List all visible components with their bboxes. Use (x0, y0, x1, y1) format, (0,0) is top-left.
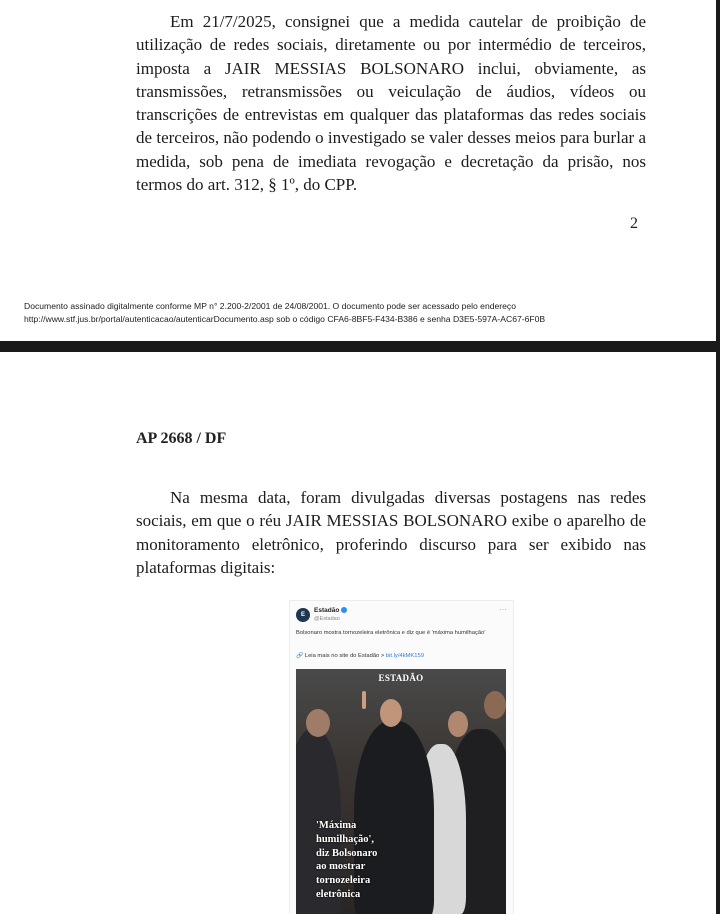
more-dots-icon: ··· (499, 605, 507, 614)
page-header: AP 2668 / DF (136, 430, 227, 447)
link-icon: 🔗 (296, 653, 304, 659)
signature-footer (24, 300, 545, 326)
news-photo (296, 669, 506, 914)
footer-line-1: Documento assinado digitalmente conforme MP n° 2.200-2/2001 de 24/08/2001. O documento pode ser acessado pelo endereço (24, 301, 517, 311)
paragraph-postagens: Na mesma data, foram divulgadas diversas postagens nas redes sociais, em que o réu JAIR MESSIAS BOLSONARO exibe o aparelho de monitoramento eletrônico, proferindo discurso para ser exibido nas plataformas digitais: (136, 488, 646, 577)
footer-line-2[interactable]: http://www.stf.jus.br/portal/autenticacao/autenticarDocumento.asp sob o código CFA6-8BF5-F434-B386 e senha D3E5-597A-AC67-6F0B (24, 314, 546, 324)
page-number: 2 (630, 215, 638, 232)
verified-badge (341, 607, 347, 613)
link-prefix: Leia mais no site do Estadão > (304, 653, 385, 659)
account-handle: @Estadao (314, 616, 340, 622)
embedded-social-post (289, 600, 514, 914)
link-url: bit.ly/4kMK159 (385, 653, 424, 659)
photo-headline: 'Máxima humilhação', diz Bolsonaro ao mostrar tornozeleira eletrônica (316, 820, 378, 900)
document-page-1 (0, 0, 716, 341)
post-text: Bolsonaro mostra tornozeleira eletrônica e diz que é 'máxima humilhação' (296, 630, 486, 636)
account-name: Estadão (314, 607, 347, 614)
photo-brand: ESTADÃO (378, 673, 424, 683)
paragraph-medida-cautelar: Em 21/7/2025, consignei que a medida cautelar de proibição de utilização de redes sociais, diretamente ou por intermédio de terceiros, imposta a JAIR MESSIAS BOLSONARO inclui, obviamente, as transmissões, retransmissões ou veiculação de áudios, vídeos ou transcrições de entrevistas em qualquer das plataformas das redes sociais de terceiros, não podendo o investigado se valer desses meios para burlar a medida, sob pena de imediata revogação e decretação da prisão, nos termos do art. 312, § 1º, do CPP. (136, 12, 646, 195)
post-link-line (296, 653, 424, 659)
document-page-2 (0, 352, 716, 914)
avatar-logo: E (296, 608, 310, 622)
